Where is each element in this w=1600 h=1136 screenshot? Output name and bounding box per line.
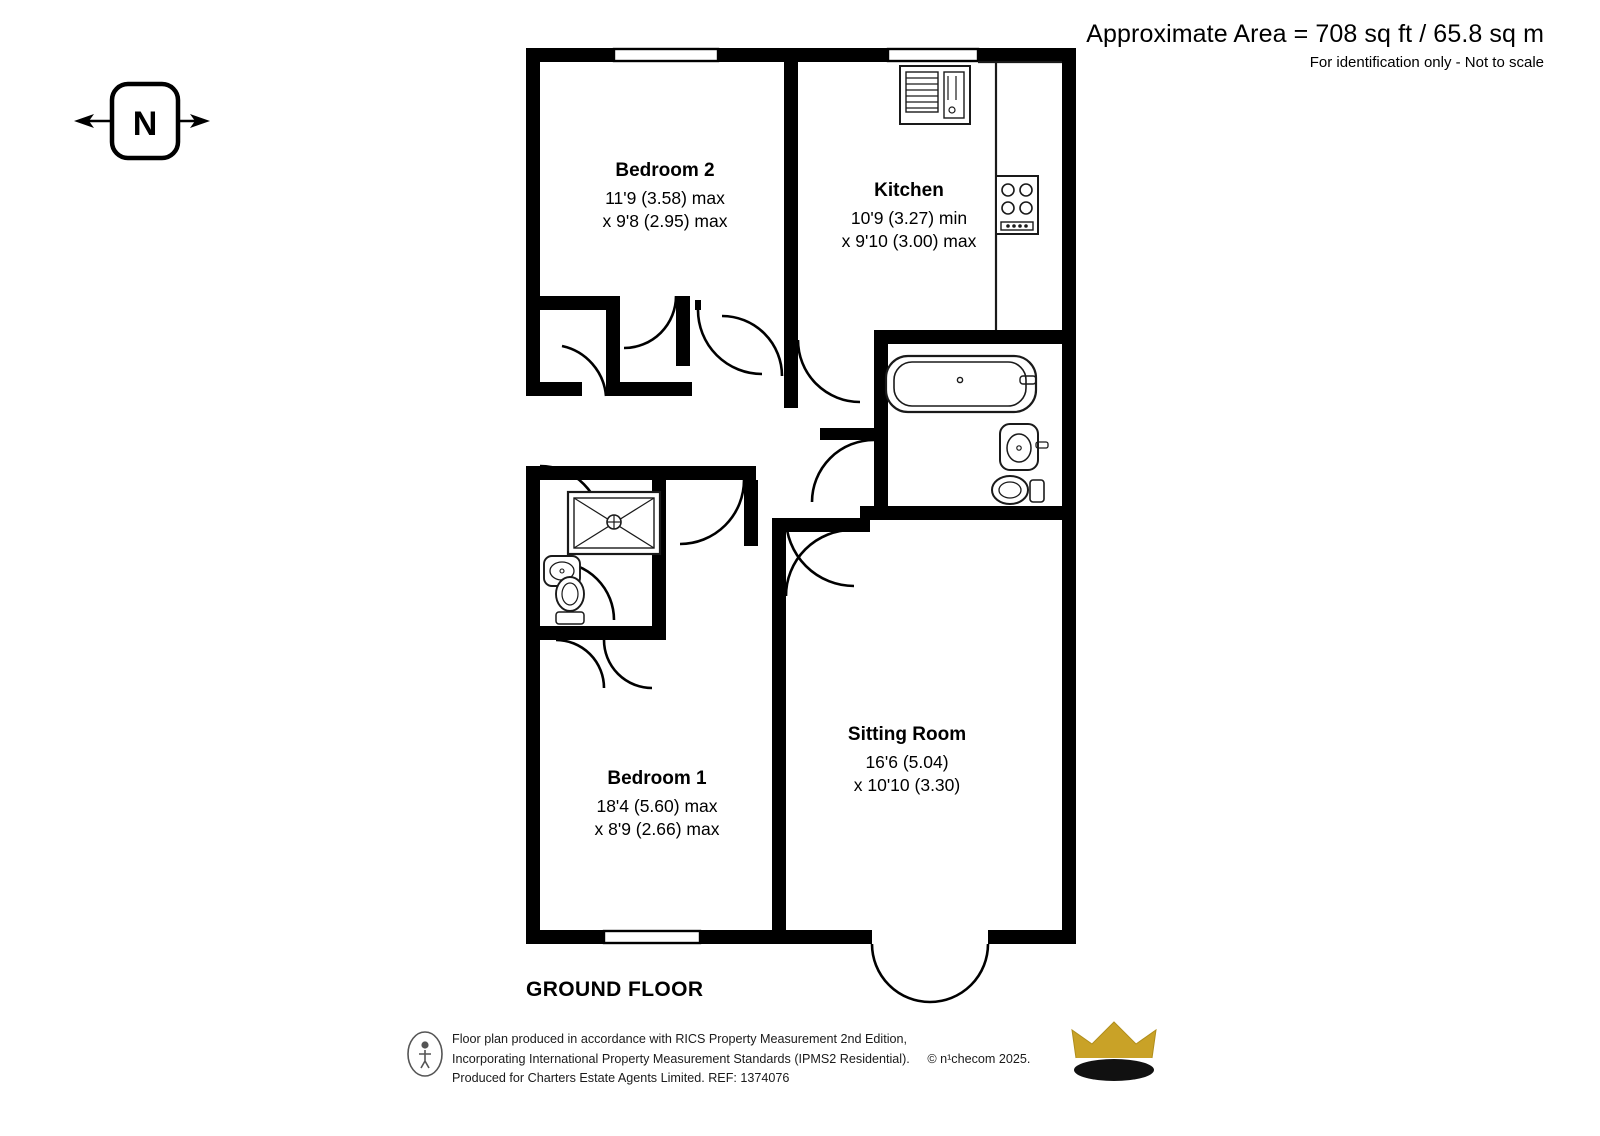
bedroom-2-dim1: 11'9 (3.58) max [605, 187, 725, 208]
bathtub-icon [886, 356, 1036, 412]
toilet-icon [992, 476, 1044, 504]
bedroom-1-dim1: 18'4 (5.60) max [596, 795, 718, 816]
area-disclaimer: For identification only - Not to scale [1309, 54, 1544, 71]
crown-logo-icon [1068, 1018, 1160, 1086]
kitchen-name: Kitchen [874, 180, 944, 201]
room-label-sitting-room [782, 722, 1032, 798]
basin-icon [1000, 424, 1048, 470]
sitting-room-dim2: x 10'10 (3.30) [853, 775, 961, 796]
footer-line-2-wrap [452, 1050, 1030, 1070]
shower-room-toilet-icon [556, 577, 584, 624]
kitchen-dim2: x 9'10 (3.00) max [841, 231, 977, 252]
floor-title: GROUND FLOOR [526, 978, 704, 1001]
bedroom-1-name: Bedroom 1 [607, 768, 707, 789]
room-label-bedroom-2 [540, 158, 790, 234]
shower-icon [568, 492, 660, 554]
sitting-room-name: Sitting Room [847, 724, 967, 745]
approximate-area-title: Approximate Area = 708 sq ft / 65.8 sq m [1086, 20, 1544, 48]
footer-line-2: Incorporating International Property Measurement Standards (IPMS2 Residential). [452, 1051, 910, 1066]
room-label-bedroom-1 [532, 766, 782, 842]
bedroom-2-dim2: x 9'8 (2.95) max [602, 211, 728, 232]
compass-letter: N [132, 105, 158, 143]
kitchen-appliance-icon [900, 66, 970, 124]
kitchen-dim1: 10'9 (3.27) min [850, 207, 968, 228]
footer-line-1: Floor plan produced in accordance with RICS Property Measurement 2nd Edition, [452, 1032, 908, 1046]
room-label-kitchen [782, 178, 1036, 254]
person-icon [406, 1030, 444, 1078]
footer-line-3: Produced for Charters Estate Agents Limited. REF: 1374076 [452, 1071, 790, 1086]
sitting-room-dim1: 16'6 (5.04) [865, 751, 949, 772]
bedroom-1-dim2: x 8'9 (2.66) max [594, 819, 720, 840]
footer-credits [452, 1030, 1030, 1089]
footer-copyright: © n¹checom 2025. [927, 1051, 1031, 1066]
bedroom-2-name: Bedroom 2 [615, 160, 715, 181]
